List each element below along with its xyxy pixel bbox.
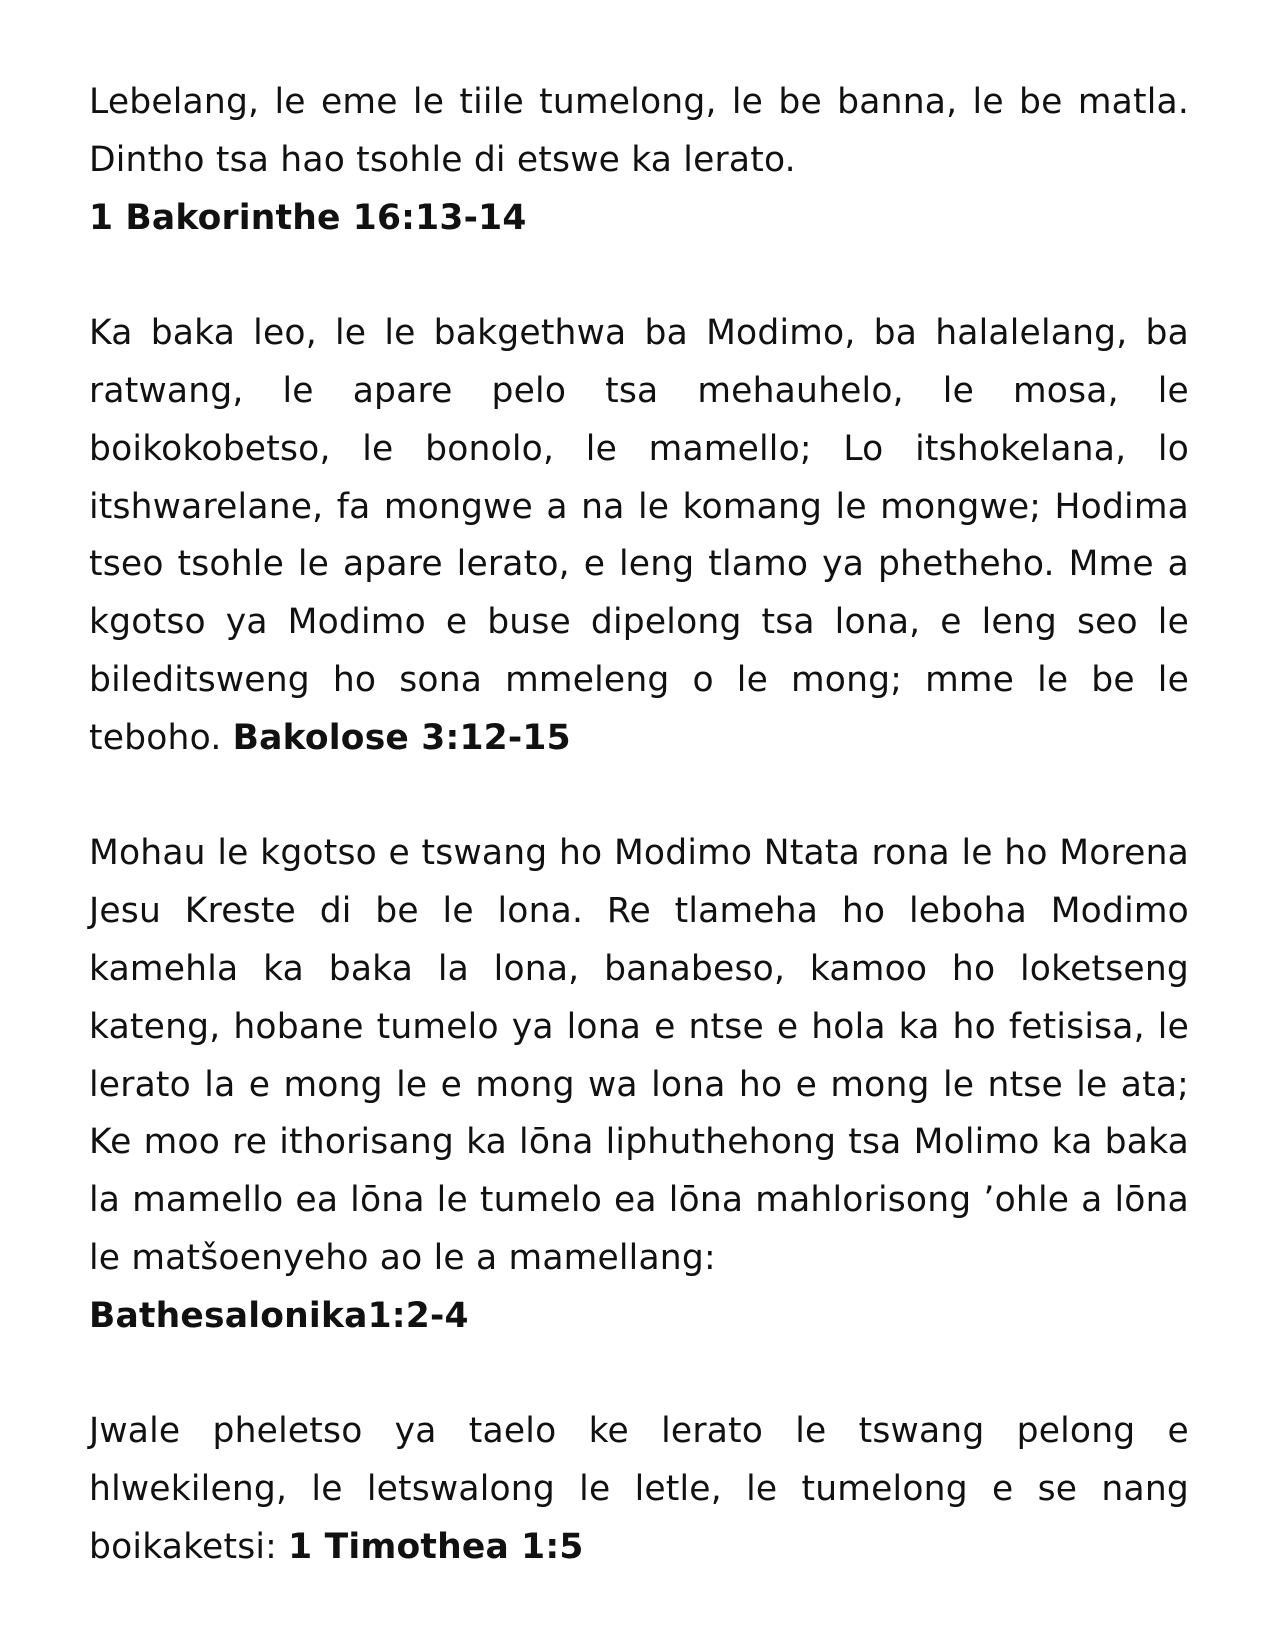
passage-2	[89, 305, 1189, 767]
scripture-reference: Bathesalonika1:2-4	[89, 1295, 469, 1336]
passage-3	[89, 825, 1189, 1345]
passage-4	[89, 1403, 1189, 1576]
scripture-reference: Bakolose 3:12-15	[232, 717, 571, 758]
passage-text: Lebelang, le eme le tiile tumelong, le be banna, le be matla. Dintho tsa hao tsohle di etswe ka lerato.	[89, 82, 1189, 180]
scripture-reference: 1 Timothea 1:5	[288, 1526, 584, 1567]
passage-text: Mohau le kgotso e tswang ho Modimo Ntata rona le ho Morena Jesu Kreste di be le lona. Re tlameha ho leboha Modimo kamehla ka baka la lona, banabeso, kamoo ho loketseng kateng, hobane tumelo ya lona e ntse e hola ka ho fetisisa, le lerato la e mong le e mong wa lona ho e mong le ntse le ata; Ke moo re ithorisang ka lōna liphuthehong tsa Molimo ka baka la mamello ea lōna le tumelo ea lōna mahlorisong ’ohle a lōna le matšoenyeho ao le a mamellang:	[89, 833, 1189, 1278]
passage-text: Jwale pheletso ya taelo ke lerato le tswang pelong e hlwekileng, le letswalong le letle, le tumelong e se nang boikaketsi:	[89, 1411, 1189, 1567]
passage-1	[89, 74, 1189, 247]
passage-text: Ka baka leo, le le bakgethwa ba Modimo, ba halalelang, ba ratwang, le apare pelo tsa mehauhelo, le mosa, le boikokobetso, le bonolo, le mamello; Lo itshokelana, lo itshwarelane, fa mongwe a na le komang le mongwe; Hodima tseo tsohle le apare lerato, e leng tlamo ya phetheho. Mme a kgotso ya Modimo e buse dipelong tsa lona, e leng seo le bileditsweng ho sona mmeleng o le mong; mme le be le teboho.	[89, 313, 1189, 758]
scripture-reference: 1 Bakorinthe 16:13-14	[89, 197, 527, 238]
document-page	[89, 74, 1189, 1635]
